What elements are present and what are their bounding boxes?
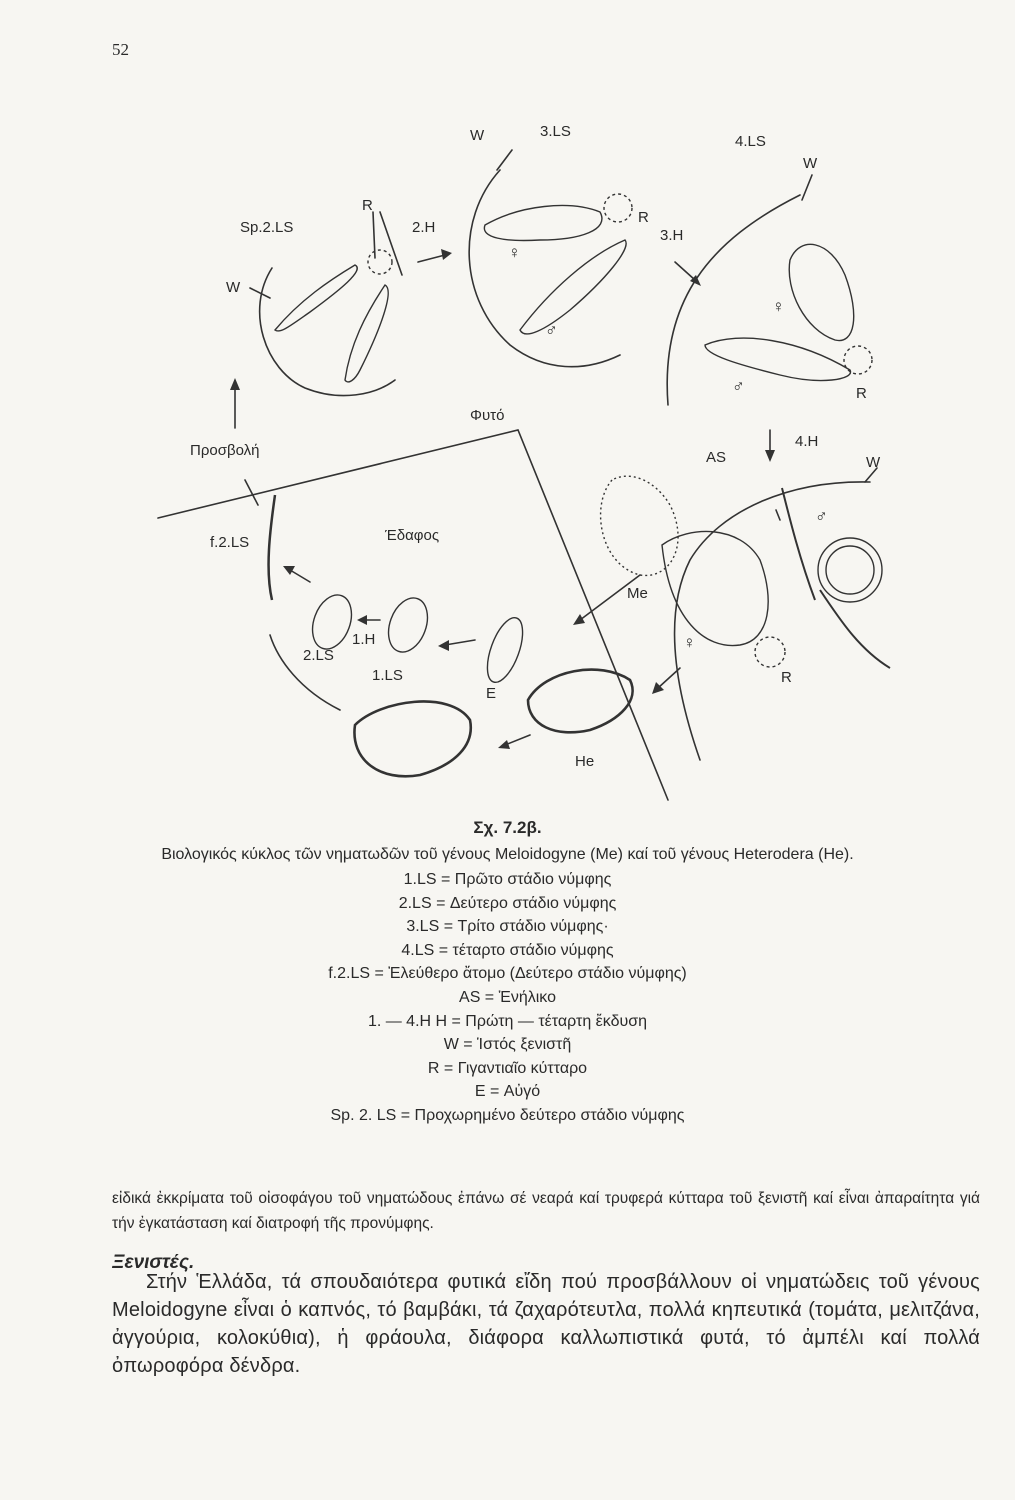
label-r-1: R [362, 197, 373, 214]
arrow-2h [418, 255, 445, 262]
legend-item: AS = Ἐνήλικο [459, 988, 556, 1006]
label-1ls: 1.LS [372, 667, 403, 684]
adult-male-coil-inner [826, 546, 874, 594]
label-w-4: W [866, 454, 881, 471]
body-paragraph-intro: εἰδικά ἐκκρίματα τοῦ οἰσοφάγου τοῦ νηματώδους ἐπάνω σέ νεαρά καί τρυφερά κύτταρα τοῦ ξενιστῆ καί εἶναι ἀπαραίτητα γιά τήν ἐγκατάσταση καί διατροφή τῆς προνύμφης. [112, 1190, 980, 1232]
label-he: He [575, 753, 595, 770]
legend-item: E = Αὐγό [474, 1083, 541, 1101]
legend-item: 1. — 4.H H = Πρώτη — τέταρτη ἔκδυση [367, 1012, 648, 1030]
arrowhead-4h [765, 450, 775, 462]
label-e: E [486, 685, 497, 702]
root-circle-1 [260, 268, 395, 396]
cyst-he [528, 670, 633, 733]
giant-cell-4 [755, 637, 785, 667]
label-female-1: ♀ [508, 243, 521, 262]
adult-male-coil-outer [818, 538, 882, 602]
label-w-3: W [226, 279, 241, 296]
label-4h: 4.H [795, 433, 819, 450]
adult-female-me [662, 531, 768, 645]
figure-subtitle: Βιολογικός κύκλος τῶν νηματωδῶν τοῦ γένους Meloidogyne (Me) καί τοῦ γένους Heterodera (He). [161, 846, 854, 863]
label-as: AS [706, 449, 727, 466]
label-female-2: ♀ [772, 297, 785, 316]
label-4ls: 4.LS [735, 133, 766, 150]
arrow-female-to-he [658, 668, 680, 688]
legend-item: R = Γιγαντιαῖο κύτταρο [427, 1059, 588, 1077]
label-3ls: 3.LS [540, 123, 571, 140]
label-me: Me [627, 585, 648, 602]
label-2ls: 2.LS [303, 647, 334, 664]
arrow-e-to-1ls [445, 640, 475, 645]
giant-cell-3 [844, 346, 872, 374]
page-number: 52 [112, 40, 129, 59]
arrowhead-he-hatch [498, 740, 510, 749]
label-r-2: R [638, 209, 649, 226]
w-leader-3 [802, 175, 812, 200]
arrowhead-me-to-e [573, 614, 585, 625]
label-r-4: R [781, 669, 792, 686]
section-heading-hosts: Ξενιστές. [112, 1252, 195, 1273]
giant-cell-1 [368, 250, 392, 274]
legend-item: 4.LS = τέταρτο στάδιο νύμφης [401, 941, 614, 959]
larva-3ls-male [520, 240, 626, 334]
label-1h: 1.H [352, 631, 376, 648]
larva-4ls-male [705, 338, 850, 380]
label-2h: 2.H [412, 219, 436, 236]
legend-item: f.2.LS = Ἐλεύθερο ἄτομο (Δεύτερο στάδιο νύμφης) [328, 965, 687, 983]
arrowhead-2h [441, 249, 452, 260]
arrow-to-f2ls [290, 570, 310, 582]
arrowhead-f2ls [283, 566, 295, 575]
legend-item: 3.LS = Τρίτο στάδιο νύμφης· [406, 918, 609, 936]
arrow-3h [675, 262, 695, 280]
larva-sp2ls-2 [345, 285, 388, 382]
label-w-2: W [803, 155, 818, 172]
label-fyto: Φυτό [470, 407, 505, 424]
label-3h: 3.H [660, 227, 684, 244]
figure-legend [0, 868, 1015, 1128]
label-r-3: R [856, 385, 867, 402]
cyst-he-hatching [354, 701, 470, 776]
legend-item: W = Ἱστός ξενιστῆ [443, 1036, 572, 1054]
giant-cell-2 [604, 194, 632, 222]
figure-title: Σχ. 7.2β. [473, 818, 542, 837]
label-male-1: ♂ [545, 321, 558, 340]
label-male-2: ♂ [732, 377, 745, 396]
body-paragraph-hosts-text: Στήν Ἑλλάδα, τά σπουδαιότερα φυτικά εἴδη πού προσβάλλουν οἱ νηματώδεις τοῦ γένους Meloidogyne εἶναι ὁ καπνός, τό βαμβάκι, τά ζαχαρότευτλα, πολλά κηπευτικά (τομάτα, μελιτζάνα, ἀγγούρια, κολοκύθια), ἡ φράουλα, διάφορα καλλωπιστικά φυτά, τό ἀμπέλι καί πολλά ὀπωροφόρα δένδρα. [112, 1271, 980, 1377]
label-prosvoli: Προσβολή [190, 442, 260, 459]
egg-e [480, 613, 530, 686]
w-leader-1 [250, 288, 270, 298]
adult-male-body [782, 488, 815, 600]
larva-4ls-female [789, 244, 853, 340]
soil-boundary-line [158, 430, 668, 800]
arrowhead-e-to-1ls [438, 640, 449, 651]
arrowhead-prosvoli [230, 378, 240, 390]
arrowhead-1h [357, 615, 367, 625]
legend-item: 1.LS = Πρῶτο στάδιο νύμφης [403, 871, 612, 888]
label-edafos: Έδαφος [385, 527, 440, 544]
egg-mass-me [601, 476, 678, 575]
label-sp2ls: Sp.2.LS [240, 219, 294, 236]
label-w-1: W [470, 127, 485, 144]
label-female-3: ♀ [683, 633, 696, 652]
prosvoli-leader [245, 480, 258, 505]
body-paragraph-hosts [112, 1268, 980, 1380]
legend-item: 2.LS = Δεύτερο στάδιο νύμφης [398, 894, 617, 912]
legend-item: Sp. 2. LS = Προχωρημένο δεύτερο στάδιο νύμφης [330, 1106, 685, 1124]
label-male-3: ♂ [815, 507, 828, 526]
egg-2ls [306, 590, 359, 655]
larva-3ls-female [484, 206, 602, 241]
diagram-labels [190, 123, 881, 770]
label-f2ls: f.2.LS [210, 534, 250, 551]
free-larva [269, 495, 275, 600]
organism-sketches [269, 194, 890, 776]
egg-1ls [382, 593, 435, 658]
arrow-heads [230, 249, 775, 749]
larva-sp2ls-1 [275, 265, 357, 331]
r-leader-1 [373, 212, 402, 275]
w-leader-2 [497, 150, 512, 170]
arrow-male-w [776, 510, 780, 520]
arrow-he-to-hatch [505, 735, 530, 745]
